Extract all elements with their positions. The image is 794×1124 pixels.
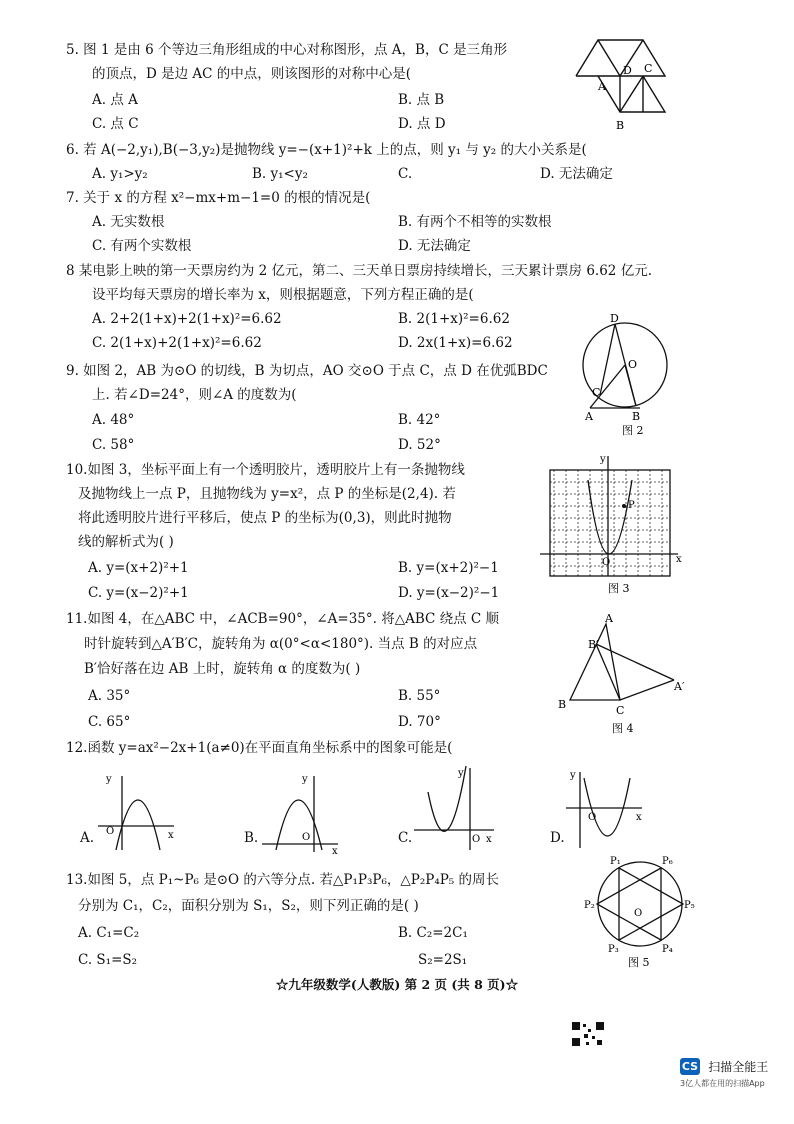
q11-stem-2: 时针旋转到△A′B′C，旋转角为 α(0°<α<180°). 当点 B 的对应点 <box>84 636 478 652</box>
figure-5 <box>584 850 696 972</box>
q5-option-c: C. 点 C <box>92 116 139 132</box>
q8-option-a: A. 2+2(1+x)+2(1+x)²=6.62 <box>92 311 282 327</box>
fig4-label-a-prime: A′ <box>674 680 685 693</box>
q11-option-a: A. 35° <box>88 688 131 704</box>
fig5-label-p5: P₅ <box>684 900 695 911</box>
q8-option-d: D. 2x(1+x)=6.62 <box>398 335 513 351</box>
figure-3 <box>540 450 690 598</box>
q13-stem-1: 13.如图 5，点 P₁~P₆ 是⊙O 的六等分点. 若△P₁P₃P₆，△P₂P₄P₅ 的周长 <box>66 872 500 888</box>
fig3-label-p: P <box>628 500 635 511</box>
fig5-label-p1: P₁ <box>610 856 621 867</box>
q12-a-x: x <box>168 830 174 841</box>
q5-option-b: B. 点 B <box>398 92 445 108</box>
fig4-label-a: A <box>605 612 613 625</box>
q11-stem-1: 11.如图 4，在△ABC 中，∠ACB=90°，∠A=35°. 将△ABC 绕点 C 顺 <box>66 611 500 627</box>
q6-stem: 6. 若 A(−2,y₁),B(−3,y₂)是抛物线 y=−(x+1)²+k 上的点，则 y₁ 与 y₂ 的大小关系是( <box>66 142 587 158</box>
q8-option-b: B. 2(1+x)²=6.62 <box>398 311 510 327</box>
q9-stem-1: 9. 如图 2，AB 为⊙O 的切线，B 为切点，AO 交⊙O 于点 C，点 D 在优弧BDC <box>66 363 548 379</box>
fig5-label-p3: P₃ <box>608 944 619 955</box>
fig5-caption: 图 5 <box>628 956 650 969</box>
q10-option-d: D. y=(x−2)²−1 <box>398 585 500 601</box>
q5-stem-2: 的顶点，D 是边 AC 的中点，则该图形的对称中心是( <box>92 66 412 82</box>
q12-c-y: y <box>458 768 464 779</box>
q12-d-o: O <box>588 812 597 823</box>
fig3-label-y: y <box>600 454 606 465</box>
q8-stem-1: 8 某电影上映的第一天票房约为 2 亿元，第二、三天单日票房持续增长，三天累计票房 6.62 亿元. <box>66 263 652 279</box>
q6-option-d: D. 无法确定 <box>540 166 613 182</box>
q11-stem-3: B′恰好落在边 AB 上时，旋转角 α 的度数为( ) <box>84 661 361 677</box>
q10-stem-4: 线的解析式为( ) <box>78 534 174 550</box>
q8-option-c: C. 2(1+x)+2(1+x)²=6.62 <box>92 335 262 351</box>
q6-option-a: A. y₁>y₂ <box>92 166 148 182</box>
q12-a-y: y <box>106 774 112 785</box>
q13-option-b: B. C₂=2C₁ <box>398 925 468 941</box>
fig3-label-x: x <box>676 554 682 565</box>
q12-option-d: D. <box>550 830 565 846</box>
fig3-label-o: O <box>602 557 611 568</box>
q11-option-d: D. 70° <box>398 714 441 730</box>
q7-option-d: D. 无法确定 <box>398 238 471 254</box>
fig4-label-c: C <box>616 704 625 717</box>
fig1-label-c: C <box>644 62 653 75</box>
q12-option-b: B. <box>244 830 259 846</box>
q12-stem: 12.函数 y=ax²−2x+1(a≠0)在平面直角坐标系中的图象可能是( <box>66 740 453 756</box>
fig5-label-p6: P₆ <box>662 856 673 867</box>
q9-stem-2: 上. 若∠D=24°，则∠A 的度数为( <box>92 387 297 403</box>
q10-stem-2: 及抛物线上一点 P，且抛物线为 y=x²，点 P 的坐标是(2,4). 若 <box>78 486 456 502</box>
q5-stem-1: 5. 图 1 是由 6 个等边三角形组成的中心对称图形，点 A，B，C 是三角形 <box>66 42 508 58</box>
fig4-label-b-prime: B′ <box>588 638 599 651</box>
q10-stem-1: 10.如图 3，坐标平面上有一个透明胶片，透明胶片上有一条抛物线 <box>66 462 465 478</box>
q10-option-b: B. y=(x+2)²−1 <box>398 560 499 576</box>
q12-d-y: y <box>570 770 576 781</box>
scanner-watermark <box>680 1058 768 1089</box>
q5-option-a: A. 点 A <box>92 92 138 108</box>
q8-stem-2: 设平均每天票房的增长率为 x，则根据题意，下列方程正确的是( <box>92 287 474 303</box>
fig5-label-p2: P₂ <box>584 900 595 911</box>
figure-2 <box>580 310 670 438</box>
q11-option-c: C. 65° <box>88 714 131 730</box>
q12-b-o: O <box>302 832 311 843</box>
q6-option-b: B. y₁<y₂ <box>252 166 308 182</box>
q13-option-d: S₂=2S₁ <box>418 952 468 968</box>
q12-b-y: y <box>302 774 308 785</box>
q12-c-x: x <box>486 834 492 845</box>
fig2-label-a: A <box>585 410 593 423</box>
q7-option-b: B. 有两个不相等的实数根 <box>398 214 552 230</box>
fig1-label-d: D <box>623 64 632 77</box>
q7-option-c: C. 有两个实数根 <box>92 238 192 254</box>
q12-a-o: O <box>106 826 115 837</box>
cs-logo-icon: CS <box>681 1060 699 1073</box>
fig2-caption: 图 2 <box>622 424 644 437</box>
q12-option-c: C. <box>398 830 413 846</box>
q7-option-a: A. 无实数根 <box>92 214 165 230</box>
q12-d-x: x <box>636 812 642 823</box>
fig2-label-b: B <box>632 410 641 423</box>
fig4-caption: 图 4 <box>612 722 634 735</box>
q13-option-c: C. S₁=S₂ <box>78 952 138 968</box>
fig4-label-b: B <box>558 698 567 711</box>
q11-option-b: B. 55° <box>398 688 441 704</box>
q10-option-c: C. y=(x−2)²+1 <box>88 585 189 601</box>
q12-option-a: A. <box>80 830 95 846</box>
figure-4 <box>554 612 694 738</box>
page-footer: ☆九年级数学(人教版) 第 2 页 (共 8 页)☆ <box>275 977 519 992</box>
fig2-label-c: C <box>592 386 601 399</box>
fig2-label-o: O <box>628 358 638 371</box>
q12-graph-d <box>566 768 650 852</box>
fig1-label-b: B <box>616 119 625 132</box>
q5-option-d: D. 点 D <box>398 116 446 132</box>
q12-b-x: x <box>332 846 338 854</box>
fig3-caption: 图 3 <box>608 582 630 595</box>
q7-stem: 7. 关于 x 的方程 x²−mx+m−1=0 的根的情况是( <box>66 190 371 206</box>
fig5-label-o: O <box>634 908 643 919</box>
qr-code-icon <box>570 1020 606 1048</box>
q12-c-o: O <box>472 834 481 845</box>
q13-option-a: A. C₁=C₂ <box>78 925 140 941</box>
q9-option-b: B. 42° <box>398 412 441 428</box>
q10-option-a: A. y=(x+2)²+1 <box>88 560 189 576</box>
fig1-label-a: A <box>598 80 606 93</box>
q6-option-c: C. <box>398 166 413 182</box>
fig2-label-d: D <box>610 312 619 325</box>
q9-option-c: C. 58° <box>92 437 135 453</box>
q9-option-a: A. 48° <box>92 412 135 428</box>
fig5-label-p4: P₄ <box>662 944 673 955</box>
q12-graph-c <box>414 762 498 854</box>
q13-stem-2: 分别为 C₁，C₂，面积分别为 S₁，S₂，则下列正确的是( ) <box>78 898 419 914</box>
q9-option-d: D. 52° <box>398 437 441 453</box>
scanner-tagline: 3亿人都在用的扫描App <box>680 1079 765 1088</box>
scanner-name: 扫描全能王 <box>708 1060 769 1074</box>
q12-graph-b <box>262 768 346 854</box>
figure-1 <box>568 34 678 134</box>
q10-stem-3: 将此透明胶片进行平移后，使点 P 的坐标为(0,3)，则此时抛物 <box>78 510 452 526</box>
q12-graph-a <box>98 768 182 854</box>
